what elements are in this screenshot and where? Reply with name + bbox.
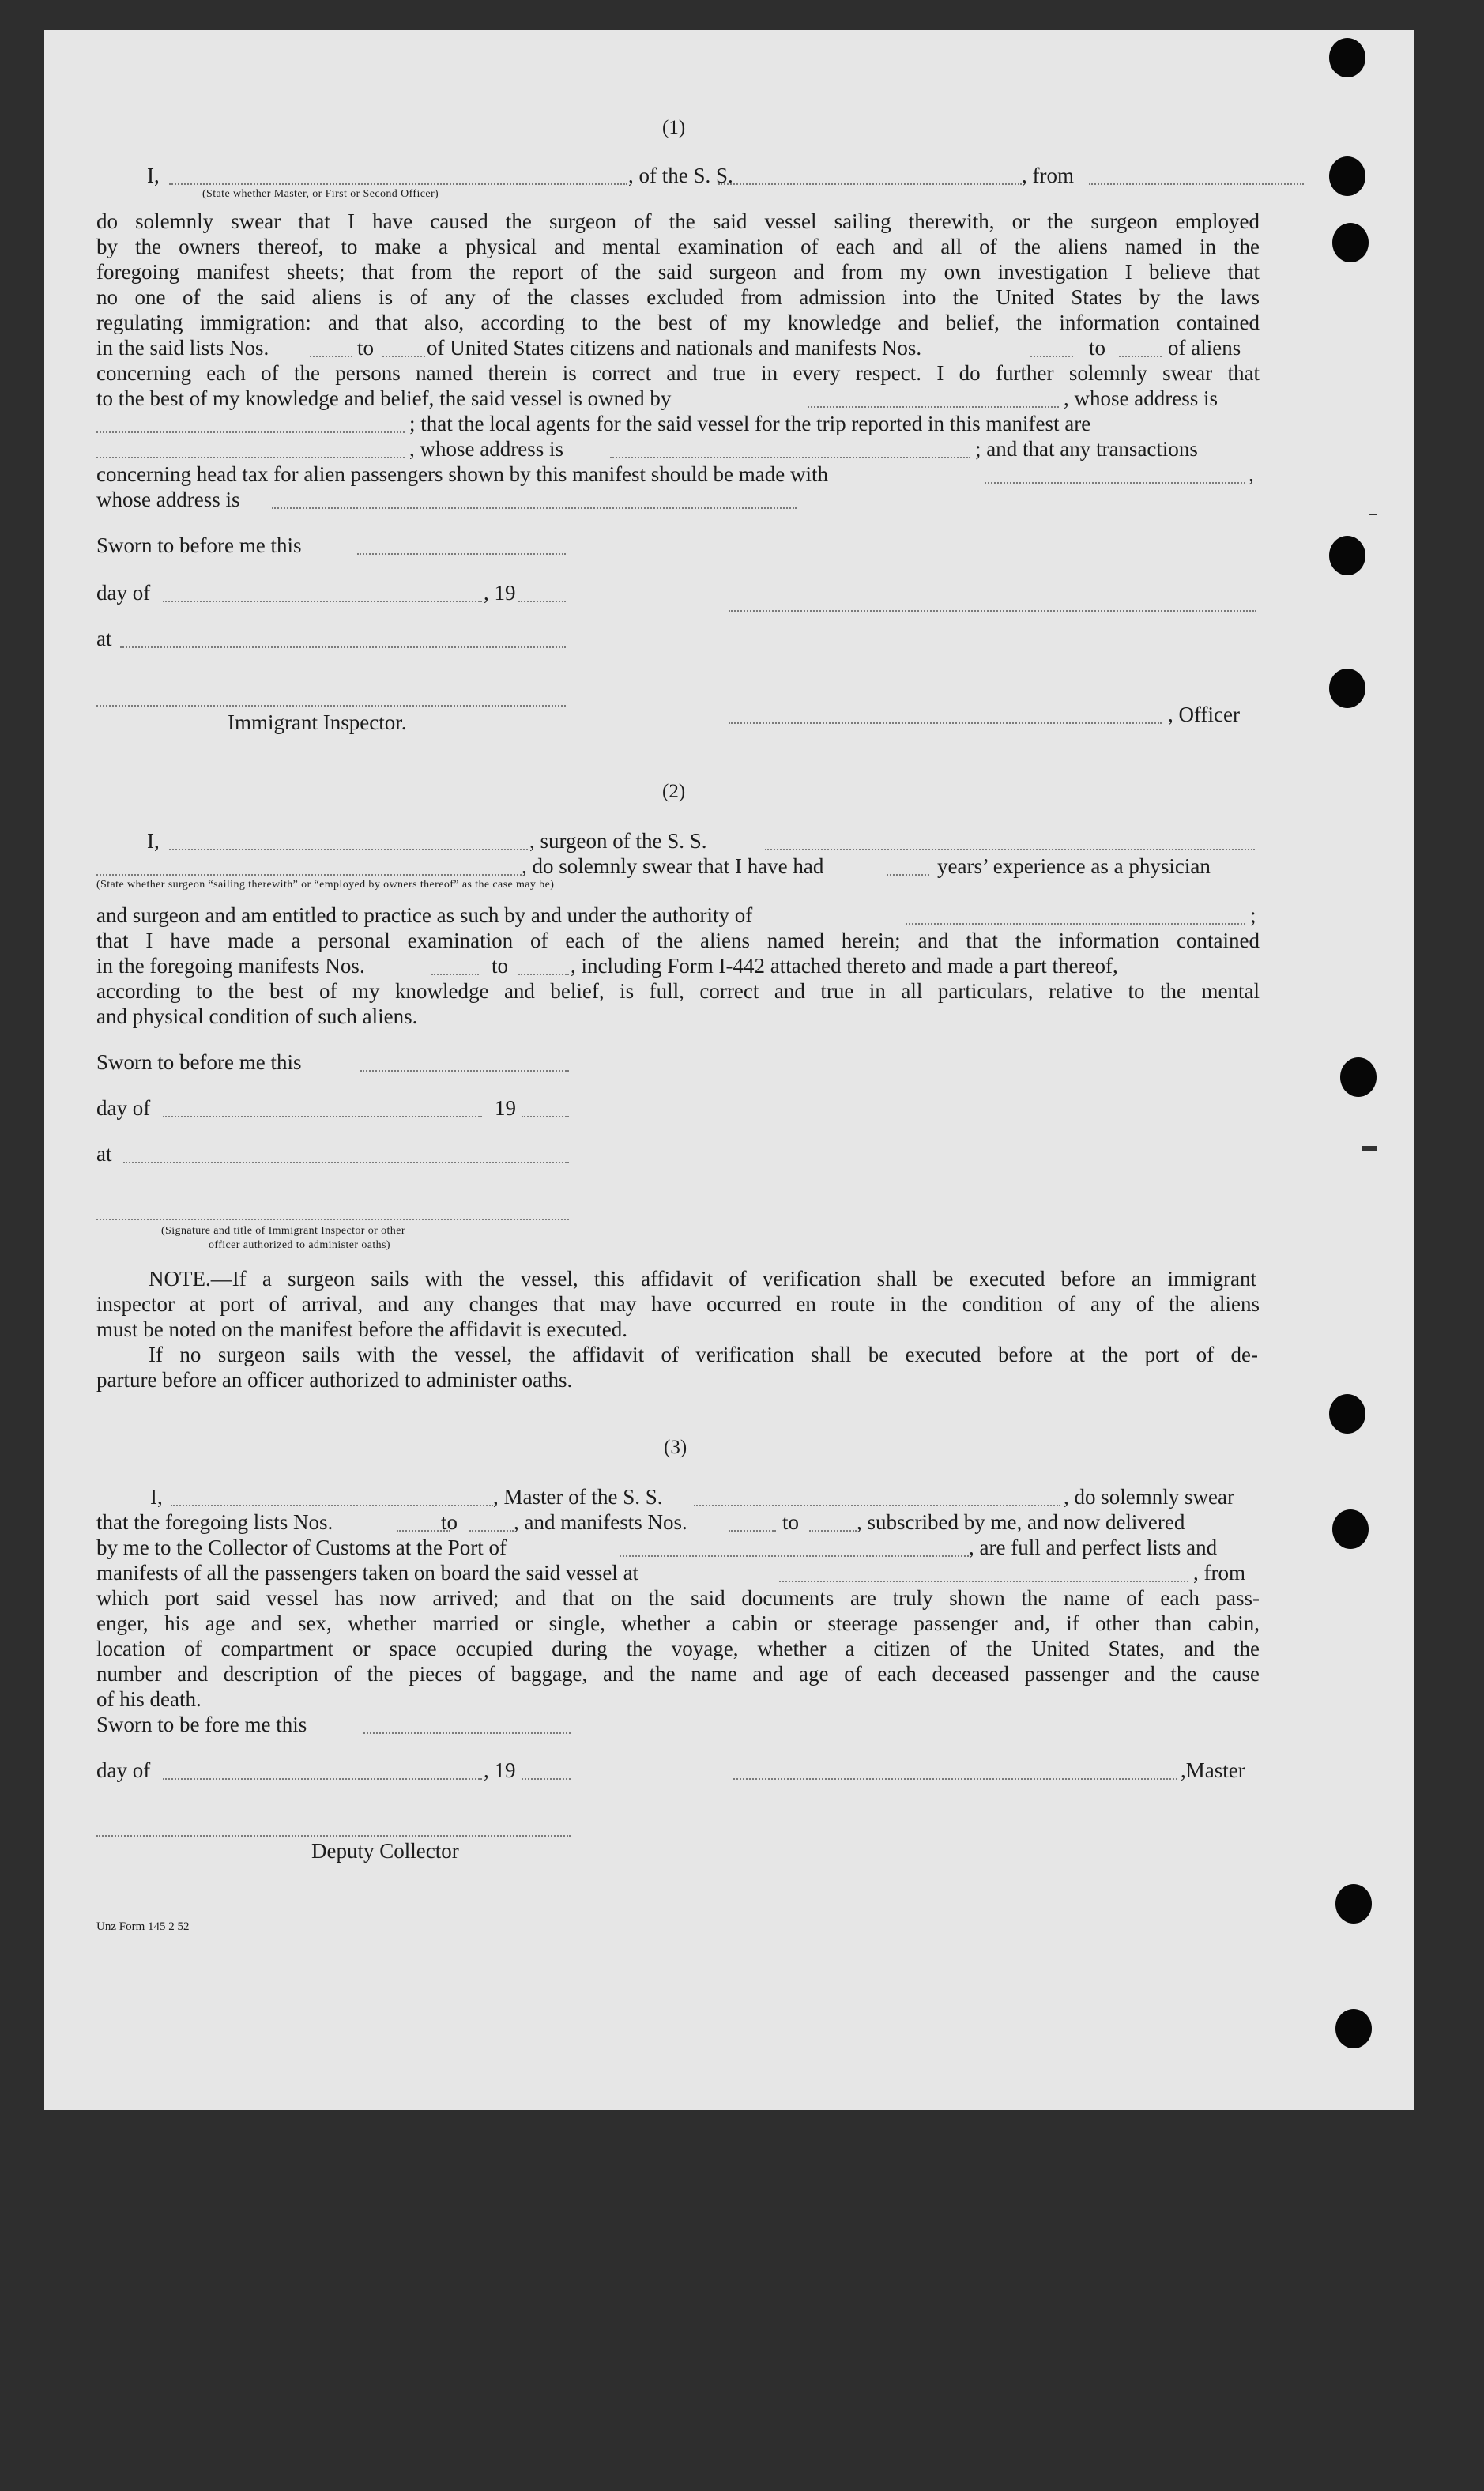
s2-surgeon-note: (State whether surgeon “sailing therewith” or “employed by owners thereof” as the case may be) <box>96 879 555 891</box>
s3-master-of-ss: , Master of the S. S. <box>493 1485 663 1509</box>
s2-line: according to the best of my knowledge and belief, is full, correct and true in all particulars, relative to the mental <box>96 979 1260 1003</box>
s1-sworn: Sworn to before me this <box>96 533 302 557</box>
s1-to: to <box>1089 336 1106 360</box>
s2-year-field[interactable] <box>522 1116 569 1117</box>
s1-line: regulating immigration: and that also, according to the best of my knowledge and belief, the information contained <box>96 311 1260 334</box>
s3-to: to <box>441 1510 458 1534</box>
s3-manifests-from-field[interactable] <box>729 1530 776 1532</box>
lists-to-field[interactable] <box>382 356 425 357</box>
form-number: Unz Form 145 2 52 <box>96 1920 190 1933</box>
deputy-signature-field[interactable] <box>96 1835 571 1837</box>
s1-year: , 19 <box>484 581 516 605</box>
officer-name-field[interactable] <box>169 183 627 185</box>
s1-from: , from <box>1022 164 1074 187</box>
agents-field[interactable] <box>96 457 405 458</box>
s2-authority: and surgeon and am entitled to practice as such by and under the authority of <box>96 903 753 927</box>
master-name-field[interactable] <box>171 1505 493 1506</box>
s1-lists-nos: in the said lists Nos. <box>96 336 269 360</box>
s2-years-experience: years’ experience as a physician <box>937 854 1211 878</box>
s1-inspector-signature-field[interactable] <box>96 705 566 707</box>
s1-comma: , <box>1249 462 1254 486</box>
s2-month-field[interactable] <box>163 1116 482 1117</box>
s1-officer-label: , Officer <box>1168 703 1240 726</box>
head-tax-address-field[interactable] <box>272 507 797 509</box>
s3-solemnly: , do solemnly swear <box>1064 1485 1234 1509</box>
note-line: NOTE.—If a surgeon sails with the vessel, this affidavit of verification shall be executed before an immigrant <box>149 1267 1256 1291</box>
manifests-to-field[interactable] <box>1119 356 1162 357</box>
s3-i: I, <box>150 1485 163 1509</box>
s3-line: location of compartment or space occupied during the voyage, whether a citizen of the United States, and the <box>96 1637 1260 1660</box>
s2-day-of: day of <box>96 1096 151 1120</box>
s3-line: which port said vessel has now arrived; and that on the said documents are truly shown the name of each pass- <box>96 1586 1260 1610</box>
s1-at: at <box>96 627 112 650</box>
s3-sworn: Sworn to be fore me this <box>96 1713 307 1736</box>
s3-collector: by me to the Collector of Customs at the Port of <box>96 1536 507 1559</box>
s2-i: I, <box>147 829 160 853</box>
s2-solemnly-swear: , do solemnly swear that I have had <box>522 854 824 878</box>
s2-at: at <box>96 1142 112 1166</box>
s2-sworn-day-field[interactable] <box>360 1070 569 1072</box>
form-sheet <box>44 30 1414 2110</box>
binder-hole <box>1329 536 1365 575</box>
s1-citizens: of United States citizens and nationals and manifests Nos. <box>427 336 922 360</box>
from-port-field[interactable] <box>1089 183 1304 185</box>
s3-year-field[interactable] <box>522 1778 571 1780</box>
embarkation-port-field[interactable] <box>779 1581 1188 1582</box>
s2-manifests-to-field[interactable] <box>518 974 569 975</box>
note-line: If no surgeon sails with the vessel, the affidavit of verification shall be executed before at the port of de- <box>149 1343 1258 1366</box>
s2-signature-note: officer authorized to administer oaths) <box>209 1239 390 1251</box>
s3-manifests-nos: , and manifests Nos. <box>514 1510 687 1534</box>
s2-manifests-nos: in the foregoing manifests Nos. <box>96 954 365 978</box>
port-field[interactable] <box>620 1555 969 1557</box>
s1-line: foregoing manifest sheets; that from the report of the said surgeon and from my own investigation I believe that <box>96 260 1260 284</box>
s1-sworn-day-field[interactable] <box>357 553 566 555</box>
s1-local-agents: ; that the local agents for the said vessel for the trip reported in this manifest are <box>409 412 1091 435</box>
s2-sworn: Sworn to before me this <box>96 1050 302 1074</box>
s2-to: to <box>492 954 509 978</box>
s2-signature-field[interactable] <box>96 1219 569 1220</box>
s1-owned-by: to the best of my knowledge and belief, the said vessel is owned by <box>96 386 672 410</box>
s2-surgeon-of-ss: , surgeon of the S. S. <box>529 829 707 853</box>
s1-line: do solemnly swear that I have caused the surgeon of the said vessel sailing therewith, or the surgeon employed <box>96 209 1260 233</box>
years-experience-field[interactable] <box>887 874 929 876</box>
s1-officer-note: (State whether Master, or First or Second Officer) <box>202 188 439 200</box>
s1-transactions: ; and that any transactions <box>975 437 1198 461</box>
s2-signature-note: (Signature and title of Immigrant Inspector or other <box>161 1225 405 1237</box>
s1-day-of: day of <box>96 581 151 605</box>
s1-month-field[interactable] <box>163 601 482 602</box>
s2-vessel-field[interactable] <box>765 849 1255 850</box>
master-signature-field[interactable] <box>733 1778 1177 1780</box>
binder-hole <box>1335 2009 1372 2048</box>
s3-deputy-label: Deputy Collector <box>311 1839 459 1863</box>
agents-address-field[interactable] <box>610 457 970 458</box>
s3-master-label: ,Master <box>1181 1758 1245 1782</box>
s2-line: that I have made a personal examination of each of the aliens named herein; and that the information contained <box>96 929 1260 952</box>
s3-day-of: day of <box>96 1758 151 1782</box>
s1-inspector-label: Immigrant Inspector. <box>228 710 407 734</box>
s1-whose-address-2: whose address is <box>96 488 240 511</box>
binder-hole <box>1332 1509 1369 1549</box>
s1-line: concerning each of the persons named therein is correct and true in every respect. I do further solemnly swear that <box>96 361 1260 385</box>
s1-of-ss: , of the S. S. <box>628 164 733 187</box>
binder-hole <box>1332 223 1369 262</box>
s3-to: to <box>782 1510 800 1534</box>
s3-line: number and description of the pieces of baggage, and the name and age of each deceased passenger and the cause <box>96 1662 1260 1686</box>
s3-vessel-field[interactable] <box>694 1505 1060 1506</box>
s2-year: 19 <box>495 1096 516 1120</box>
note-line: must be noted on the manifest before the affidavit is executed. <box>96 1317 628 1341</box>
owner-address-field[interactable] <box>96 431 405 433</box>
s3-manifests-to-field[interactable] <box>809 1530 857 1532</box>
s2-including: , including Form I-442 attached thereto and made a part thereof, <box>571 954 1118 978</box>
s1-aliens: of aliens <box>1168 336 1241 360</box>
s3-lists-to-field[interactable] <box>469 1530 514 1532</box>
s3-line: of his death. <box>96 1687 202 1711</box>
s3-subscribed: , subscribed by me, and now delivered <box>857 1510 1185 1534</box>
s2-place-field[interactable] <box>123 1162 569 1163</box>
authority-field[interactable] <box>906 923 1245 925</box>
s2-manifests-from-field[interactable] <box>431 974 479 975</box>
edge-mark <box>1362 1146 1377 1151</box>
s1-place-field[interactable] <box>120 646 566 648</box>
note-line: parture before an officer authorized to administer oaths. <box>96 1368 573 1392</box>
s3-taken-on-board: manifests of all the passengers taken on board the said vessel at <box>96 1561 639 1585</box>
s1-i: I, <box>147 164 160 187</box>
binder-hole <box>1340 1057 1377 1097</box>
s3-from: , from <box>1193 1561 1245 1585</box>
s1-head-tax: concerning head tax for alien passengers shown by this manifest should be made with <box>96 462 829 486</box>
binder-hole <box>1329 38 1365 77</box>
s2-semicolon: ; <box>1250 903 1256 927</box>
s1-to: to <box>357 336 375 360</box>
s3-year: , 19 <box>484 1758 516 1782</box>
s1-line: no one of the said aliens is of any of the classes excluded from admission into the United States by the laws <box>96 285 1260 309</box>
s1-whose-address: , whose address is <box>1064 386 1218 410</box>
binder-hole <box>1329 156 1365 196</box>
s1-year-field[interactable] <box>518 601 566 602</box>
binder-hole <box>1335 1884 1372 1924</box>
surgeon-name-field[interactable] <box>169 849 528 850</box>
s3-month-field[interactable] <box>163 1778 482 1780</box>
s3-sworn-day-field[interactable] <box>363 1732 571 1734</box>
binder-hole <box>1329 669 1365 708</box>
section-3-heading: (3) <box>664 1437 687 1458</box>
s1-line: by the owners thereof, to make a physical and mental examination of each and all of the aliens named in the <box>96 235 1260 258</box>
s3-line: enger, his age and sex, whether married or single, whether a cabin or steerage passenger and, if other than cabin, <box>96 1611 1260 1635</box>
s3-perfect-lists: , are full and perfect lists and <box>969 1536 1218 1559</box>
s3-lists-nos: that the foregoing lists Nos. <box>96 1510 333 1534</box>
manifests-from-field[interactable] <box>1030 356 1073 357</box>
s1-officer-signature-field[interactable] <box>729 610 1256 612</box>
s2-line: and physical condition of such aliens. <box>96 1004 418 1028</box>
s1-agents-address: , whose address is <box>409 437 563 461</box>
lists-from-field[interactable] <box>310 356 352 357</box>
binder-hole <box>1329 1394 1365 1434</box>
vessel-name-field[interactable] <box>718 183 1022 185</box>
note-line: inspector at port of arrival, and any changes that may have occurred en route in the condition of any of the aliens <box>96 1292 1260 1316</box>
section-1-heading: (1) <box>662 117 686 138</box>
s1-officer-title-field[interactable] <box>729 722 1162 724</box>
section-2-heading: (2) <box>662 781 686 802</box>
head-tax-contact-field[interactable] <box>985 482 1245 484</box>
edge-mark <box>1369 514 1377 515</box>
owner-field[interactable] <box>808 406 1059 408</box>
surgeon-status-field[interactable] <box>96 874 522 876</box>
